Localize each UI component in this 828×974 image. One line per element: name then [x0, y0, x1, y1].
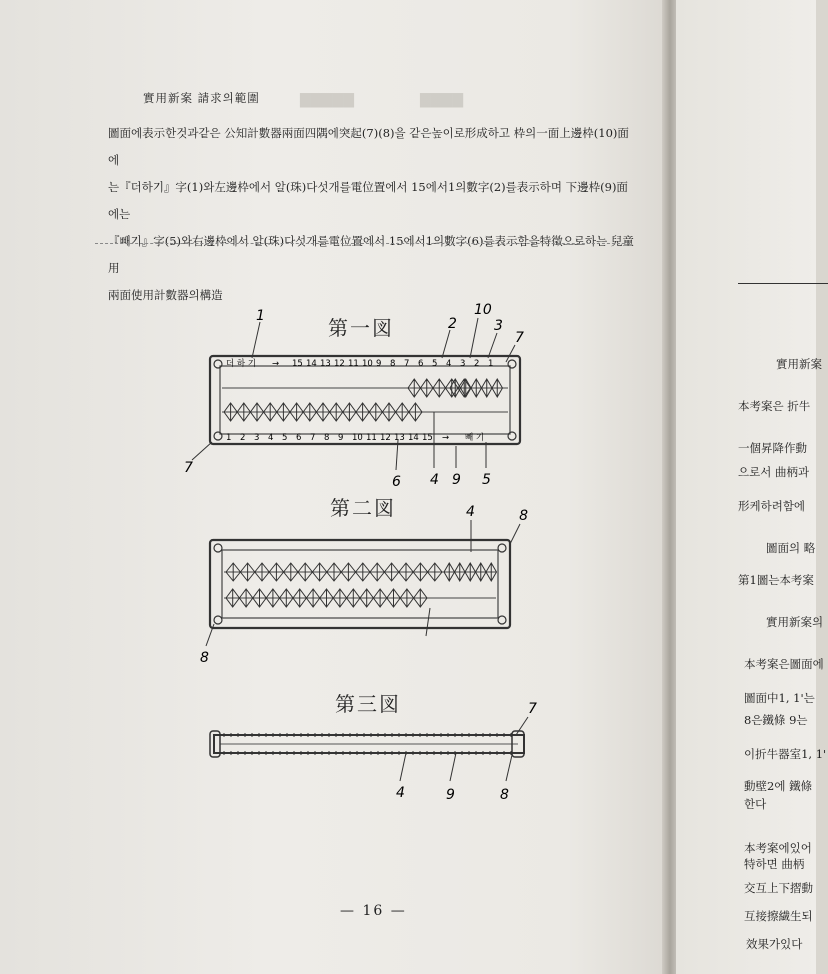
fig1-bottom-number: 7: [310, 433, 316, 443]
bleed-through-text: ▇▇▇▇: [420, 92, 464, 108]
page-number: — 16 —: [340, 903, 407, 919]
claim-line: 圖面에表示한것과같은 公知計數器兩面四隅에突起(7)(8)을 같은높이로形成하고 枠의一面上邊枠(10)面에: [108, 126, 629, 167]
callout-7-lower: 7: [184, 460, 193, 476]
fig1-top-number: 5: [432, 359, 438, 369]
fig1-bottom-number: 12: [380, 433, 391, 443]
claim-line: 『빼기』字(5)와右邊枠에서 알(珠)다섯개를電位置에서 15에서1의數字(6)를表示함을特徵으로하는 兒童用: [108, 234, 634, 275]
callout-6: 6: [392, 474, 401, 490]
right-page-line: 한다: [744, 797, 767, 811]
right-page-line: 圖面의 略: [766, 541, 816, 555]
claim-text: [108, 120, 638, 309]
right-page: [676, 0, 827, 974]
callout-1: 1: [256, 308, 265, 324]
fig1-bottom-number: 10: [352, 433, 363, 443]
right-page-line: 으로서 曲柄과: [738, 465, 810, 479]
callout-3: 3: [494, 318, 503, 334]
right-page-rule: [738, 283, 828, 284]
fig1-beads: [224, 379, 503, 421]
right-page-line: 實用新案: [776, 357, 822, 371]
figure-2-drawing: [190, 500, 530, 680]
right-page-line: 交互上下摺動: [744, 881, 813, 895]
callout-7: 7: [515, 330, 524, 346]
right-page-line: 이折牛器室1, 1': [744, 747, 827, 761]
fig1-bottom-number: 14: [408, 433, 419, 443]
right-page-line: 本考案에있어: [744, 841, 812, 855]
fig2-beads: [226, 563, 497, 607]
callout-7-fig3: 7: [528, 701, 537, 717]
fig1-bottom-label: 빼 기: [465, 433, 485, 443]
figure-1-title: 第一図: [328, 316, 394, 340]
fig1-top-number: 3: [460, 359, 466, 369]
right-page-line: 互接擦繊生되: [744, 909, 813, 923]
right-page-line: 動壁2에 鐵條: [744, 779, 813, 793]
fig1-top-number: 4: [446, 359, 452, 369]
fig1-top-number: 7: [404, 359, 410, 369]
fig1-bottom-number: 11: [366, 433, 377, 443]
fig1-bottom-number: 5: [282, 433, 288, 443]
figure-3-drawing: [200, 695, 540, 805]
claim-line: 兩面使用計數器의構造: [108, 288, 223, 302]
right-page-line: 本考案은 折牛: [738, 399, 811, 413]
fig1-bottom-number: 9: [338, 433, 344, 443]
fig1-bottom-number: 8: [324, 433, 330, 443]
figure-1-drawing: [180, 300, 530, 500]
fig1-bottom-number: 1: [226, 433, 232, 443]
right-page-line: 本考案은圖面에: [744, 657, 824, 671]
callout-9-fig3: 9: [446, 787, 455, 803]
fig1-top-number: 13: [320, 359, 331, 369]
fig1-bottom-number: 15: [422, 433, 433, 443]
callout-8-fig3: 8: [500, 787, 509, 803]
fig1-top-number: 6: [418, 359, 424, 369]
claim-line: 는『더하기』字(1)와左邊枠에서 알(珠)다섯개를電位置에서 15에서1의數字(2)를表示하며 下邊枠(9)面에는: [108, 180, 628, 221]
right-page-line: 圖面中1, 1'는: [744, 691, 815, 705]
figure-2-title: 第二図: [330, 496, 396, 520]
fig1-bottom-number: 2: [240, 433, 246, 443]
fig1-top-label: 더 하 기: [226, 359, 257, 369]
fig1-top-number: 14: [306, 359, 317, 369]
fig1-bottom-number: 6: [296, 433, 302, 443]
right-page-line: 一個昇降作動: [738, 441, 807, 455]
fig1-top-number: 2: [474, 359, 480, 369]
callout-10: 10: [474, 302, 492, 318]
fig1-top-number: 8: [390, 359, 396, 369]
right-page-line: 特하면 曲柄: [744, 857, 805, 871]
fig1-top-number: 15: [292, 359, 303, 369]
right-page-line: 形케하려함에: [738, 499, 806, 513]
fig1-top-number-scale: [292, 359, 493, 369]
fig1-bottom-number: 13: [394, 433, 405, 443]
fig1-bottom-number: 3: [254, 433, 260, 443]
bleed-through-text: ▇▇▇▇▇: [300, 92, 354, 108]
callout-4: 4: [430, 472, 439, 488]
section-divider: [95, 243, 630, 244]
right-page-line: 實用新案의: [766, 615, 824, 629]
callout-8-fig2: 8: [519, 508, 528, 524]
callout-9: 9: [452, 472, 461, 488]
right-page-line: 8은鐵條 9는: [744, 713, 808, 727]
fig1-top-number: 11: [348, 359, 359, 369]
fig1-bottom-number: 4: [268, 433, 274, 443]
right-page-line: 第1圖는本考案: [738, 573, 814, 587]
fig1-top-number: 1: [488, 359, 494, 369]
callout-8-fig2-lower: 8: [200, 650, 209, 666]
fig1-top-number: 10: [362, 359, 373, 369]
claim-header: 實用新案 請求의範圍: [143, 91, 260, 105]
fig1-top-number: 12: [334, 359, 345, 369]
callout-2: 2: [448, 316, 457, 332]
callout-4-fig2: 4: [466, 504, 475, 520]
fig1-bottom-number-scale: [226, 433, 433, 443]
right-page-line: 效果가있다: [746, 937, 803, 951]
callout-5: 5: [482, 472, 491, 488]
fig1-top-arrow: →: [272, 359, 280, 369]
fig1-bottom-arrow: →: [442, 433, 450, 443]
fig1-top-number: 9: [376, 359, 382, 369]
callout-4-fig3: 4: [396, 785, 405, 801]
figure-3-title: 第三図: [335, 692, 401, 716]
